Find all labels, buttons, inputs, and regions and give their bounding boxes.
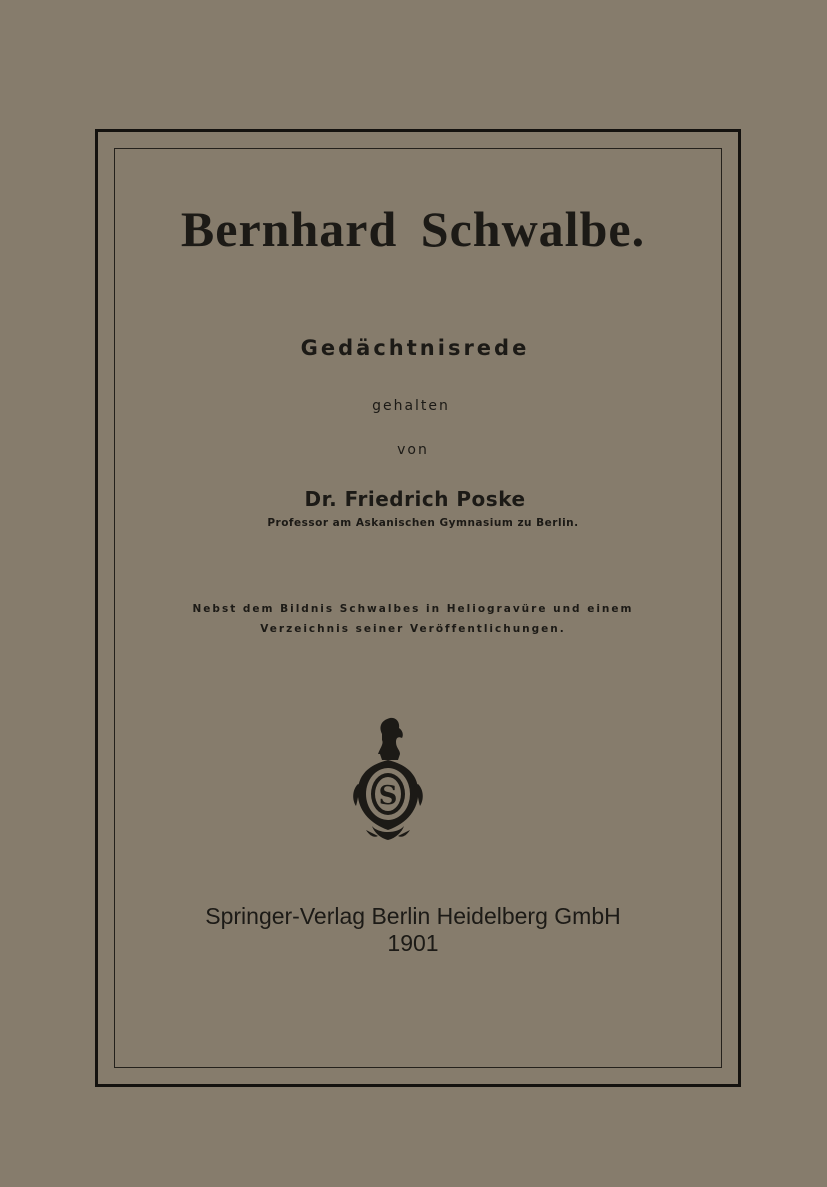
author-affiliation: Professor am Askanischen Gymnasium zu Berlin.: [267, 517, 579, 529]
springer-knight-emblem-icon: [350, 714, 426, 842]
supplement-note-line-1: Nebst dem Bildnis Schwalbes in Heliogravüre und einem: [192, 603, 634, 615]
svg-text:S: S: [378, 781, 398, 811]
book-title: Bernhard Schwalbe.: [180, 201, 646, 257]
author-name: Dr. Friedrich Poske: [304, 487, 526, 511]
by-label: von: [397, 442, 429, 458]
supplement-note-line-2: Verzeichnis seiner Veröffentlichungen.: [260, 623, 566, 635]
held-label: gehalten: [372, 398, 450, 414]
publisher-name: Springer-Verlag Berlin Heidelberg GmbH: [205, 903, 621, 929]
book-subtitle: Gedächtnisrede: [300, 336, 530, 360]
publication-year: 1901: [387, 930, 439, 956]
